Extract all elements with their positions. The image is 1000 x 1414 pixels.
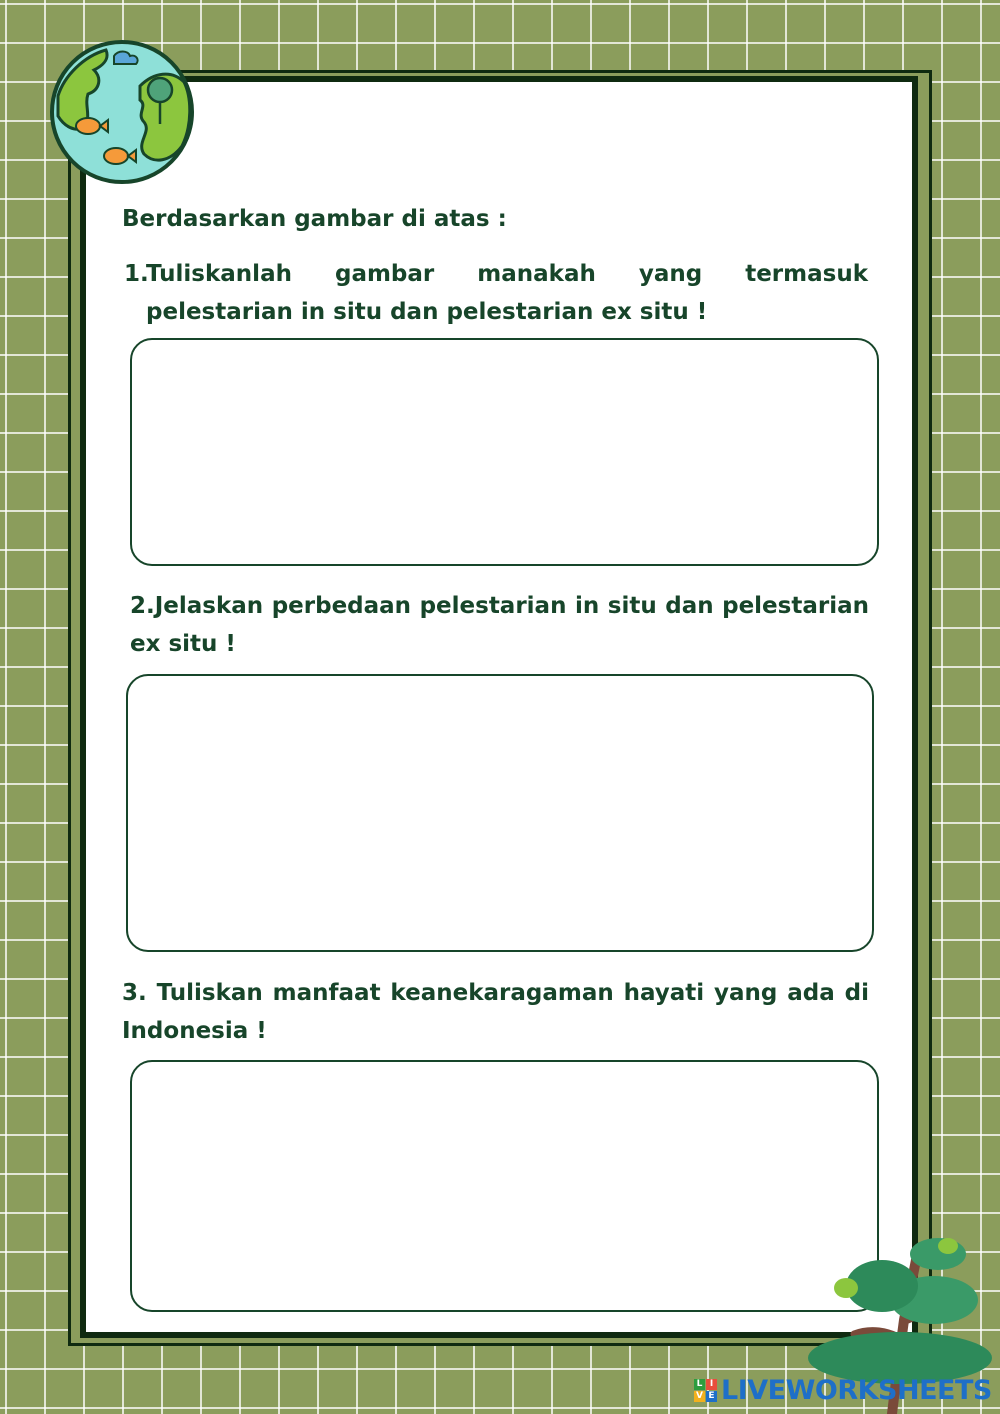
question-2-text: 2.Jelaskan perbedaan pelestarian in situ dan pelestarian ex situ ! [130,593,869,657]
question-1-number: 1. [124,261,149,287]
question-3-text: 3. Tuliskan manfaat keanekaragaman hayati yang ada di Indonesia ! [122,980,869,1044]
logo-letter: L [694,1379,705,1390]
logo-letter: E [706,1391,717,1402]
globe-icon [44,36,200,188]
question-1-text: Tuliskanlah gambar manakah yang termasuk pelestarian in situ dan pelestarian ex situ ! [146,261,868,325]
instruction-heading: Berdasarkan gambar di atas : [122,206,507,232]
logo-letter: I [706,1379,717,1390]
liveworksheets-logo [694,1370,992,1410]
answer-box-2[interactable] [126,674,874,952]
logo-text: LIVEWORKSHEETS [721,1374,992,1406]
answer-box-3[interactable] [130,1060,879,1312]
logo-mark-icon [694,1379,717,1402]
answer-box-1[interactable] [130,338,879,566]
logo-letter: V [694,1391,705,1402]
